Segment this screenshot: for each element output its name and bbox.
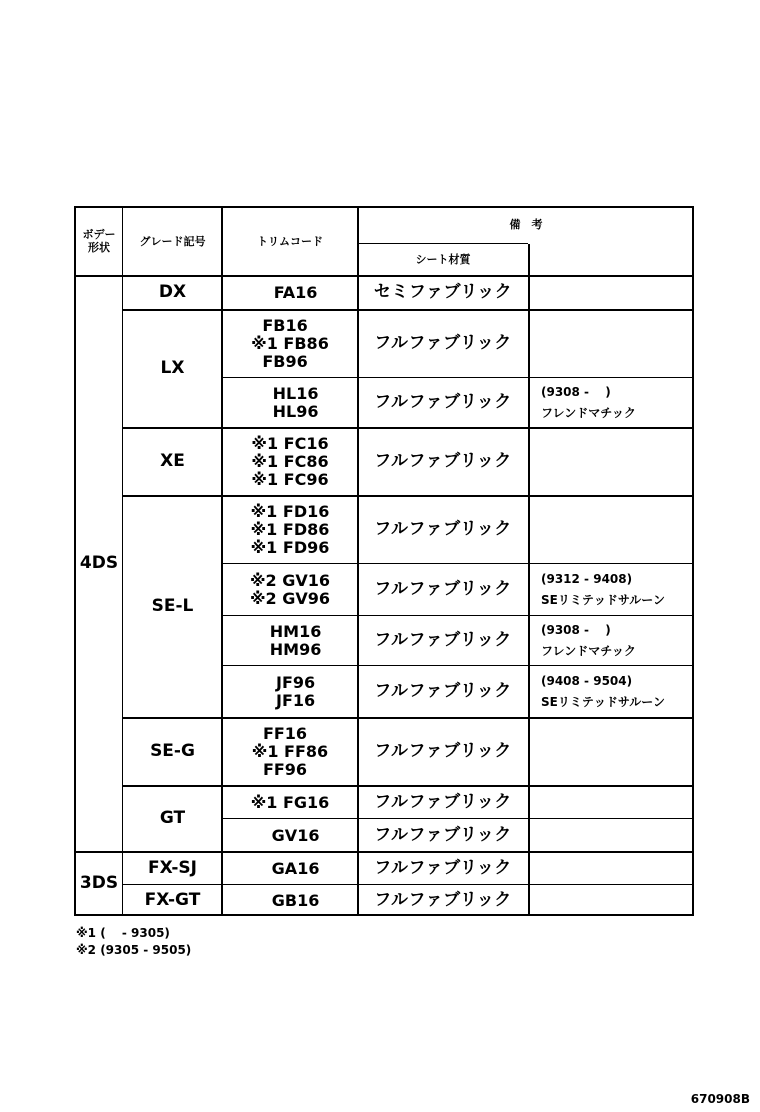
figure-code: 670908B [690,1092,750,1106]
seat-material-cell: フルファブリック [374,681,512,702]
grade-fx-sj: FX-SJ [148,857,197,878]
remarks-cell: (9312 - 9408) SEリミテッドサルーン [541,572,666,607]
body-type-3ds: 3DS [79,873,119,894]
footnote-1: ※1 ( - 9305) [76,926,170,940]
grade-se-g: SE-G [150,741,195,762]
trim-code-cell [223,378,357,428]
grid-line [528,244,530,916]
remarks-cell: (9308 - ) フレンドマチック [541,385,636,420]
trim-code-text: HM16 HM96 [269,622,322,659]
remarks-cell [529,428,706,496]
trim-code-cell [223,564,357,616]
trim-code-cell [223,852,357,885]
seat-material-cell: フルファブリック [374,857,512,878]
grid-line [122,884,694,885]
trim-code-cell [223,718,357,786]
trim-code-cell [223,428,357,496]
trim-code-text: HL16 HL96 [272,384,319,421]
grid-line [122,208,123,916]
grid-line [357,208,359,916]
trim-code-cell [223,616,357,666]
seat-material-cell: フルファブリック [374,392,512,413]
grade-lx: LX [160,358,185,379]
trim-code-text: ※1 FC16 ※1 FC86 ※1 FC96 [251,434,329,489]
remarks-cell [529,718,706,786]
seat-material-cell: セミファブリック [373,282,513,303]
seat-material-cell: フルファブリック [374,791,512,812]
seat-material-cell: フルファブリック [374,451,512,472]
body-type-4ds: 4DS [79,553,119,574]
trim-code-cell [223,276,357,310]
trim-code-cell [223,310,357,378]
seat-material-cell: フルファブリック [374,824,512,845]
grid-line [221,208,223,916]
remarks-cell [529,496,706,564]
grid-line [122,495,694,497]
trim-code-cell [223,885,357,916]
grid-line [76,275,694,277]
trim-code-cell [223,496,357,564]
header-trim-code: トリムコード [257,234,323,248]
grid-line [222,818,694,819]
trim-code-text: GV16 [260,825,320,845]
remarks-cell [529,310,706,378]
seat-material-cell: フルファブリック [374,579,512,600]
trim-code-cell [223,819,357,852]
header-remarks: 備 考 [509,218,543,232]
grade-fx-gt: FX-GT [144,889,201,910]
remarks-cell [529,885,706,916]
grid-line [222,615,694,616]
remarks-cell [529,852,706,885]
trim-code-text: GB16 [260,890,320,910]
grade-gt: GT [159,808,186,829]
trim-code-cell [223,666,357,718]
seat-material-cell: フルファブリック [374,741,512,762]
trim-code-text: GA16 [260,858,320,878]
remarks-cell [529,819,706,852]
grade-se-l: SE-L [151,596,194,617]
trim-code-text: FF16 ※1 FF86 FF96 [251,724,329,779]
grid-line [222,665,694,666]
grid-line [76,851,694,853]
grade-dx: DX [158,282,187,303]
trim-code-text: JF96 JF16 [275,673,316,710]
trim-code-table [74,206,694,916]
header-body-type: ボデー 形状 [82,228,116,254]
remarks-cell [529,786,706,819]
trim-code-text: ※1 FD16 ※1 FD86 ※1 FD96 [250,502,330,557]
header-grade: グレード記号 [139,234,206,248]
grid-line [122,309,694,311]
grid-line [122,427,694,429]
trim-code-text: FA16 [262,283,318,302]
grid-line [358,243,528,244]
seat-material-cell: フルファブリック [374,519,512,540]
trim-code-cell [223,786,357,819]
remarks-cell: (9308 - ) フレンドマチック [541,623,636,658]
grid-line [122,717,694,719]
seat-material-cell: フルファブリック [374,889,512,910]
remarks-cell [529,276,706,310]
header-seat-material: シート材質 [415,252,471,266]
seat-material-cell: フルファブリック [374,333,512,354]
seat-material-cell: フルファブリック [374,630,512,651]
grid-line [122,785,694,787]
footnote-2: ※2 (9305 - 9505) [76,943,192,957]
remarks-cell: (9408 - 9504) SEリミテッドサルーン [541,674,666,709]
grid-line [222,377,694,378]
trim-code-text: ※2 GV16 ※2 GV96 [249,571,331,608]
trim-code-text: FB16 ※1 FB86 FB96 [251,316,329,371]
grade-xe: XE [160,451,185,472]
trim-code-text: ※1 FG16 [250,792,330,812]
grid-line [222,563,694,564]
